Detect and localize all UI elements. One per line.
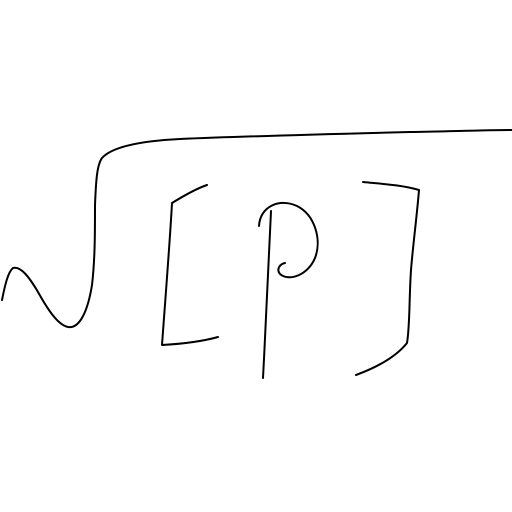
radical-sign [2,130,512,327]
right-bracket [356,182,419,375]
letter-p-stem [263,211,271,378]
left-bracket [162,185,218,345]
